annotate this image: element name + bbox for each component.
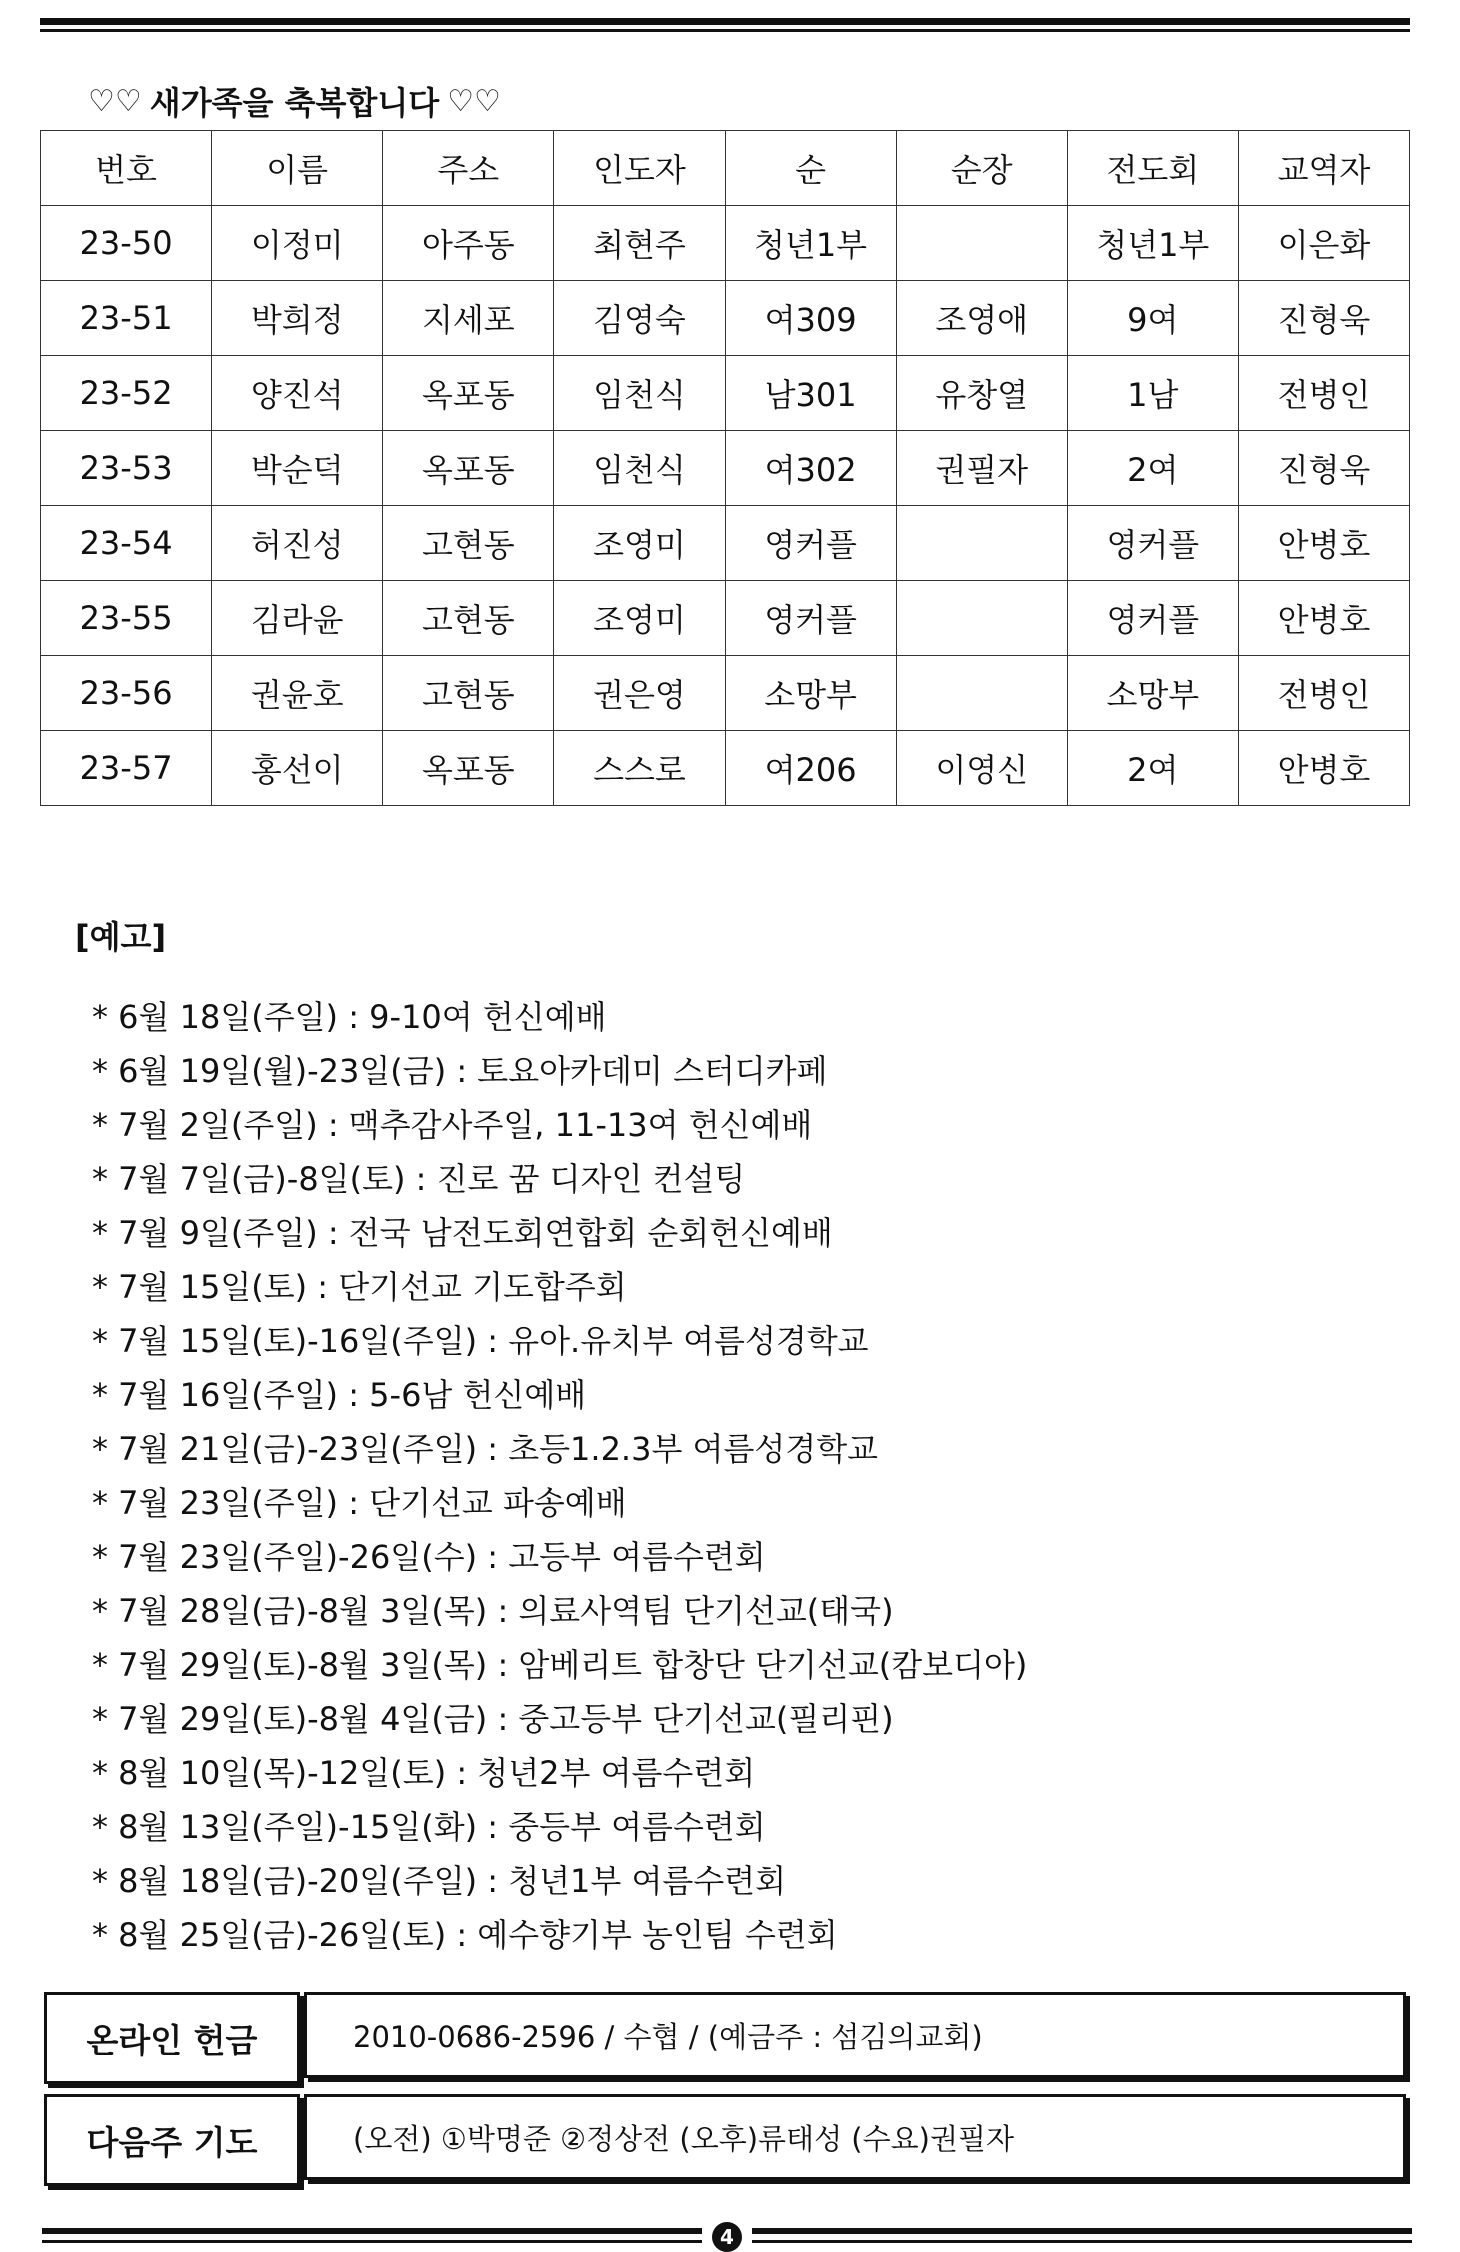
table-row: [41, 506, 1410, 581]
table-cell: 2여: [1067, 731, 1238, 806]
table-cell: 아주동: [383, 206, 554, 281]
table-cell: 진형욱: [1238, 431, 1409, 506]
online-offering-value: 2010-0686-2596 / 수협 / (예금주 : 섬김의교회): [304, 1992, 1406, 2078]
column-header: 전도회: [1067, 131, 1238, 206]
table-cell: 최현주: [554, 206, 725, 281]
next-week-prayer-label: 다음주 기도: [44, 2094, 300, 2186]
table-cell: 유창열: [896, 356, 1067, 431]
column-header: 이름: [212, 131, 383, 206]
new-family-table: [40, 130, 1410, 806]
table-cell: 남301: [725, 356, 896, 431]
table-row: [41, 281, 1410, 356]
table-cell: 안병호: [1238, 581, 1409, 656]
table-cell: 조영미: [554, 506, 725, 581]
table-cell: 안병호: [1238, 731, 1409, 806]
table-row: [41, 731, 1410, 806]
table-cell: 여309: [725, 281, 896, 356]
footer-rule-left-thin: [42, 2240, 702, 2243]
table-cell: 23-50: [41, 206, 212, 281]
list-item: * 7월 16일(주일) : 5-6남 헌신예배: [92, 1376, 587, 1414]
list-item: * 8월 25일(금)-26일(토) : 예수향기부 농인팀 수련회: [92, 1916, 838, 1954]
column-header: 인도자: [554, 131, 725, 206]
table-cell: 조영미: [554, 581, 725, 656]
list-item: * 8월 13일(주일)-15일(화) : 중등부 여름수련회: [92, 1808, 766, 1846]
table-cell: 영커플: [725, 581, 896, 656]
table-cell: 지세포: [383, 281, 554, 356]
table-cell: 소망부: [1067, 656, 1238, 731]
table-row: [41, 356, 1410, 431]
list-item: * 7월 2일(주일) : 맥추감사주일, 11-13여 헌신예배: [92, 1106, 813, 1144]
table-cell: 이정미: [212, 206, 383, 281]
table-body: [41, 206, 1410, 806]
footer-rule-right-thick: [752, 2228, 1412, 2234]
table-cell: 홍선이: [212, 731, 383, 806]
new-family-title-text: 새가족을 축복합니다: [149, 84, 440, 122]
table-cell: 23-56: [41, 656, 212, 731]
table-cell: 스스로: [554, 731, 725, 806]
table-cell: 23-52: [41, 356, 212, 431]
table-cell: 영커플: [1067, 581, 1238, 656]
column-header: 순: [725, 131, 896, 206]
table-cell: 23-55: [41, 581, 212, 656]
table-cell: 임천식: [554, 431, 725, 506]
preview-title: [예고]: [75, 918, 167, 956]
table-cell: 23-53: [41, 431, 212, 506]
list-item: * 7월 15일(토) : 단기선교 기도합주회: [92, 1268, 627, 1306]
table-cell: [896, 581, 1067, 656]
table-cell: 진형욱: [1238, 281, 1409, 356]
table-cell: 청년1부: [1067, 206, 1238, 281]
column-header: 순장: [896, 131, 1067, 206]
table-cell: 23-57: [41, 731, 212, 806]
table-cell: 김영숙: [554, 281, 725, 356]
column-header: 주소: [383, 131, 554, 206]
table-cell: [896, 206, 1067, 281]
table-cell: 여302: [725, 431, 896, 506]
table-cell: 박순덕: [212, 431, 383, 506]
next-week-prayer-value: (오전) ①박명준 ②정상전 (오후)류태성 (수요)권필자: [304, 2094, 1406, 2180]
table-cell: 고현동: [383, 506, 554, 581]
table-cell: 권필자: [896, 431, 1067, 506]
table-cell: 안병호: [1238, 506, 1409, 581]
list-item: * 6월 19일(월)-23일(금) : 토요아카데미 스터디카페: [92, 1052, 828, 1090]
list-item: * 7월 9일(주일) : 전국 남전도회연합회 순회헌신예배: [92, 1214, 833, 1252]
table-cell: 고현동: [383, 656, 554, 731]
table-cell: 영커플: [725, 506, 896, 581]
table-cell: [896, 506, 1067, 581]
table-cell: 전병인: [1238, 356, 1409, 431]
table-cell: 고현동: [383, 581, 554, 656]
list-item: * 6월 18일(주일) : 9-10여 헌신예배: [92, 998, 607, 1036]
table-cell: 이은화: [1238, 206, 1409, 281]
table-cell: 청년1부: [725, 206, 896, 281]
heart-icon: ♡♡: [447, 83, 501, 119]
footer-rule-left-thick: [42, 2228, 702, 2234]
table-cell: 허진성: [212, 506, 383, 581]
notice-list: [92, 990, 1027, 1962]
list-item: * 8월 18일(금)-20일(주일) : 청년1부 여름수련회: [92, 1862, 787, 1900]
list-item: * 7월 29일(토)-8월 3일(목) : 암베리트 합창단 단기선교(캄보디아): [92, 1646, 1028, 1684]
table-cell: 이영신: [896, 731, 1067, 806]
heart-icon: ♡♡: [88, 83, 142, 119]
list-item: * 7월 23일(주일) : 단기선교 파송예배: [92, 1484, 627, 1522]
table-cell: 영커플: [1067, 506, 1238, 581]
list-item: * 7월 21일(금)-23일(주일) : 초등1.2.3부 여름성경학교: [92, 1430, 879, 1468]
column-header: 교역자: [1238, 131, 1409, 206]
list-item: * 7월 15일(토)-16일(주일) : 유아.유치부 여름성경학교: [92, 1322, 869, 1360]
table-cell: 소망부: [725, 656, 896, 731]
column-header: 번호: [41, 131, 212, 206]
footer-rule-right-thin: [752, 2240, 1412, 2243]
table-cell: 옥포동: [383, 731, 554, 806]
table-cell: [896, 656, 1067, 731]
table-cell: 옥포동: [383, 431, 554, 506]
table-cell: 9여: [1067, 281, 1238, 356]
top-rule-thin: [40, 29, 1410, 32]
online-offering-label: 온라인 헌금: [44, 1992, 300, 2084]
table-cell: 2여: [1067, 431, 1238, 506]
table-cell: 권은영: [554, 656, 725, 731]
new-family-title: [88, 78, 501, 124]
table-cell: 여206: [725, 731, 896, 806]
table-cell: 조영애: [896, 281, 1067, 356]
page-number: 4: [712, 2222, 742, 2252]
table-cell: 박희정: [212, 281, 383, 356]
table-cell: 23-51: [41, 281, 212, 356]
table-cell: 임천식: [554, 356, 725, 431]
table-cell: 양진석: [212, 356, 383, 431]
table-cell: 23-54: [41, 506, 212, 581]
table-row: [41, 656, 1410, 731]
table-row: [41, 431, 1410, 506]
table-header-row: [41, 131, 1410, 206]
list-item: * 7월 29일(토)-8월 4일(금) : 중고등부 단기선교(필리핀): [92, 1700, 894, 1738]
table-cell: 옥포동: [383, 356, 554, 431]
table-cell: 권윤호: [212, 656, 383, 731]
list-item: * 7월 7일(금)-8일(토) : 진로 꿈 디자인 컨설팅: [92, 1160, 746, 1198]
table-cell: 1남: [1067, 356, 1238, 431]
table-row: [41, 206, 1410, 281]
top-rule-thick: [40, 18, 1410, 25]
list-item: * 7월 28일(금)-8월 3일(목) : 의료사역팀 단기선교(태국): [92, 1592, 894, 1630]
list-item: * 8월 10일(목)-12일(토) : 청년2부 여름수련회: [92, 1754, 756, 1792]
list-item: * 7월 23일(주일)-26일(수) : 고등부 여름수련회: [92, 1538, 766, 1576]
table-row: [41, 581, 1410, 656]
table-cell: 전병인: [1238, 656, 1409, 731]
table-cell: 김라윤: [212, 581, 383, 656]
